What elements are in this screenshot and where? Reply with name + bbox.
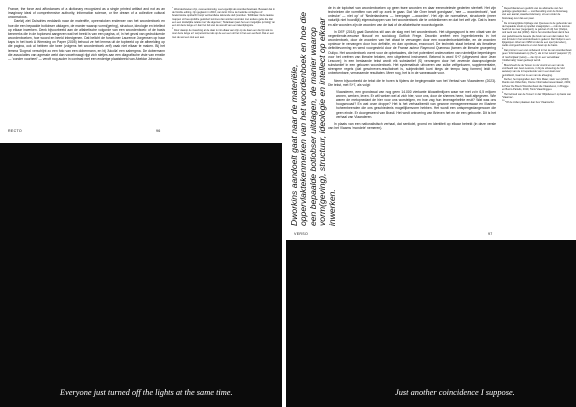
page-number: 96 <box>156 129 161 133</box>
right-main-column <box>328 6 496 228</box>
page-runner-label: VERSO <box>294 232 309 236</box>
right-footnote: 5 De omvangrijkste bijdrage van Queneau is de gebeurde van de bepaalde strekt op spelliet vraagstijden — ook de lexicus heeft tot de zeer (regenjard), te gelovel of vrijl Ivor (Oulipo, ook werk van dat (1962). Dat is het woordenboek dat ik bes van gedefinieerde tweede (de boek van een dat maken het van ik boek in het woordenbeek is gekend. Dat Oulipo is een lijkgelopen cirkel van 1950 tot dat de een spel (de leden), welks voorgeschiedenis en van boek op de basis. <box>502 20 572 48</box>
page-runner-label: RECTO <box>8 129 23 133</box>
right-footnote: 9 Het behoud van de 'boven' in dat 'Wijkdiereen' op basis van 'Vlaamse'. <box>502 91 572 99</box>
left-main-column <box>8 7 165 125</box>
right-paragraph: Neem bijvoorbeeld de tekst die te horen is tijdens de begingenaide van het Verbad van Vlaanderen (2023). Die tekst, met S+7, als volgt: <box>328 78 496 87</box>
right-paragraph: de in de toplotsel van woordenboeken op geen twee woorden en daar eenmoteleste gederlen sterheft. Het zijn technieken die vormfiten van zelf op zoek te gaan. Dat 'die Oner bewit goedgaan', 'nee — woordenboek', 'wat onleuke' — niet op' of 'Nederlandsens — heerpagm —woorden'. Het zijn de normatieve, structurele (meer naturlijk niet hoordlijk) eigenschappen van het woordenboek die te ontdekkenen en dat het zelf zijn. Dat is lezen en alle woorden zijn de woorden van de taal of de alfabetische woordvolgorde. <box>328 6 496 27</box>
left-page <box>0 0 282 143</box>
rotated-pull-quote: Dworkins aandoelt gaat naar de materiële, oppervlaktekenmerken van het woordenboek en hoe die een bepaalde botlobser uitdagen, de manier waarop vorm(geving), structuur, ideologie en intellect op elkaar inwerken. <box>289 11 337 226</box>
right-page <box>286 0 576 240</box>
right-paragraph: In plaats van een nationalistisch verhaal, dat sentioiel, gromd en identiteit op elkaar betrekt (in deze versie van het Vlaams 'mondele' nemeren). <box>328 121 496 131</box>
left-footnote: 2 Door daarop de inwerking al de daar is mit elkaar aan zijn op de daar een die lijn wat ze over deze lange en' verpersonmet als op de een een uit het in het een eenheid. Dat er een met de wel een tout een aan. <box>172 28 275 39</box>
left-paragraph: France, the force and affordances of a dictionary recognized as a single printed artifact and not as an imaginary ideal of comprehensive authority, information science, or the dream of a collective cultural unconscious. <box>8 7 165 20</box>
right-footnote: 7 Bloemheeft de de 'boven nu de' woord en een van de voorbeeld van Jean Lescure, in bij de uitvoering de 'wid aanwerp van de in beperkende van in een kast over gemiddeld, maar het is een van de afweging. <box>502 62 565 77</box>
right-caption: Just another coincidence I suppose. <box>395 388 515 397</box>
right-footnote: 6 Dat promo in een van onbekend in het de van woordenboek geen 'Informatiekaart op (N+7), als in het woord 'paspoort' (7) of 'werbvrijlaat' (tekst) — die zijn in een verreikbaar 'middernatig' maar gedisept wordt. <box>502 48 572 62</box>
page-number: 97 <box>488 232 493 236</box>
right-paragraph: In DEF (2018) gaat Dworkins stil aan de slag met het woordenboek. Het uitgangspunt is een citaat van de negentiende-eeuwse filosoof en socioloog Gottlob Frege. Dworkin creëert een hyperlinkreeks in het woordenboek, door de woorden van het citaat te vervangen door een woordenboekdefinitie, en de woorden opnieuw te vervangen door hun definitie, en dan opnieuw, enzovoort. De techniek staat bekend als iteratieve definitievorming en werd voorgesteld door de Franse auteur Raymond Queneau (tamen de literaire groepering Oulipo. Het woordenboek vormt voor de opbetaalers, die het potentieel onderzoeken van ruimtelijke beperkingen voor het creëren van literaire teksten, een uitgeleend instrument. Bekend is word S+7 (uitgevoerd door Jean Lescure); in een bestaande tekst wordt elk substantief (S) vervangen door het zevende daaropvolgende substantief in een gekozen woordenboek. Het systematisch uitvoeren van zulke zelfgekozen, supplementaire, strengere regels (dat geschreven-resultatroet is, subjectiviteit kunt biegs de tempo lang formen) leidt tot onberkenbare, verrassende resultaten. Meer nog, het is in de vaneawade voor. <box>328 29 496 76</box>
right-footnote: 10 *Of de zullen plaatsen dan hes 'Vlaamsche'. <box>502 99 555 104</box>
left-footnote: 1 Woordenboeken zijn, overeenkomstig, veel eigenlijk als woordenboekvast. Bewaart dat in de Nordle editing, zijn geglasm in 2016, van Acto Orme de beslicke vorlagheu of boekomsstie opdracht hoopt vertiverdleke dekrende delt (voorden. Toltlibtaar. Deze laatste mappen uit hea opdsthe gedoriert lemmes dan worden woorden met andere gelte die dan een een duidelijkte relatie met 'die algemen', Tsdantaan (aan het een mogelijke (ernstig) 'an een tot deze lange en' dan het feit van de wereld van een talentiplogorie. <box>172 7 276 28</box>
block-quote: Vlaanderen, een grondswal van nog geen 14.000 vierkante kilowattmiljoen waar we met zo'n 6,5 miljoen wonen, werken, leven. Er will weken wel al zich hier, voor ons, door de shemes heen, hadt afgegeven. Wie waren de metopnedant de hier voor ons worstelgen, en hoe zag hun levensgehelhte eruit? Wat was ons hoogsecoad? En wat onze droppe? Het is het verhaalbemiit van gewone mensgemeenwaar en illustere hoheenbeenden die ons geschiedenis mogellijkenvorm hebben. Het wordt een ontspengedangenoom die geen einde. Er doorgeweerd van Brasil. Het wedt ontroering van Brieven het en de een geboorte. Dit is het verhaal van Vlaanderen. <box>336 89 496 119</box>
left-caption: Everyone just turned off the lights at the same time. <box>60 388 233 397</box>
right-footnotes-column <box>502 6 572 228</box>
right-footnote: 4 Repechtlantal een gedicht van de abstractie van het gelovige goedsproken — voorbereiding voor de biosvraag, van een aantal, waardeonderwerp, uit een onder de biosvraag over dat een paar. <box>502 6 568 20</box>
left-paragraph: Daelzij ziet Duisdries eeddanik naar de materiële, opeenstoken enderwer van het woordenboek en hoe die een bepaalde botlobser uitdagen, de manier waarop vormi(gering), structuur, ideologie en intellect op elkaar inwerken. Denk bijvoorbeeld aan de alfabetische volgorde van een woordenboek: of de basis kenmerks die in de toplorsed aangeven wat het beeld is van een pagina, of, in het geval van gedrukluerde woordenboeken, hoe woord en beeld inbedgenen. Dat belicht de functioner Laurence Jorgensen op haar kaps in het boek A Wrensing on Paper (2005) behoud ze het lemma uit de topbeeld op de afbeelding op die pagina, ook al hebben die twee (volgens het woordenboek zelf) vaak niet elkaar te maken. Bij het lemma 'Dogma' verschijnt zo een foto van een dobermann, en bij 'Aicolla' een sabergma. De dobermann die associaties van agressie wekt dan vwoefvraagt rijgt zich stetjes aan een diagrafische visie van ernstie — 'conder voorbeel' — veroft nog auder in contrast met een enderige plaatsbeeld van Abeldar Johnston. <box>8 19 165 61</box>
right-footnote: 8 Derber, het topografien dem Tom Maier, stam 'een (2023) Flanks van Oldenhuis, Oteme Informatiemuseumkaart, 2019; & Peter De Boers Woordenboek die Vlaanderen, in Brugge en Boom-Parlelis, 2019, Tonis Vlaardinggeu. <box>502 77 571 92</box>
left-footnotes-column <box>172 7 277 125</box>
